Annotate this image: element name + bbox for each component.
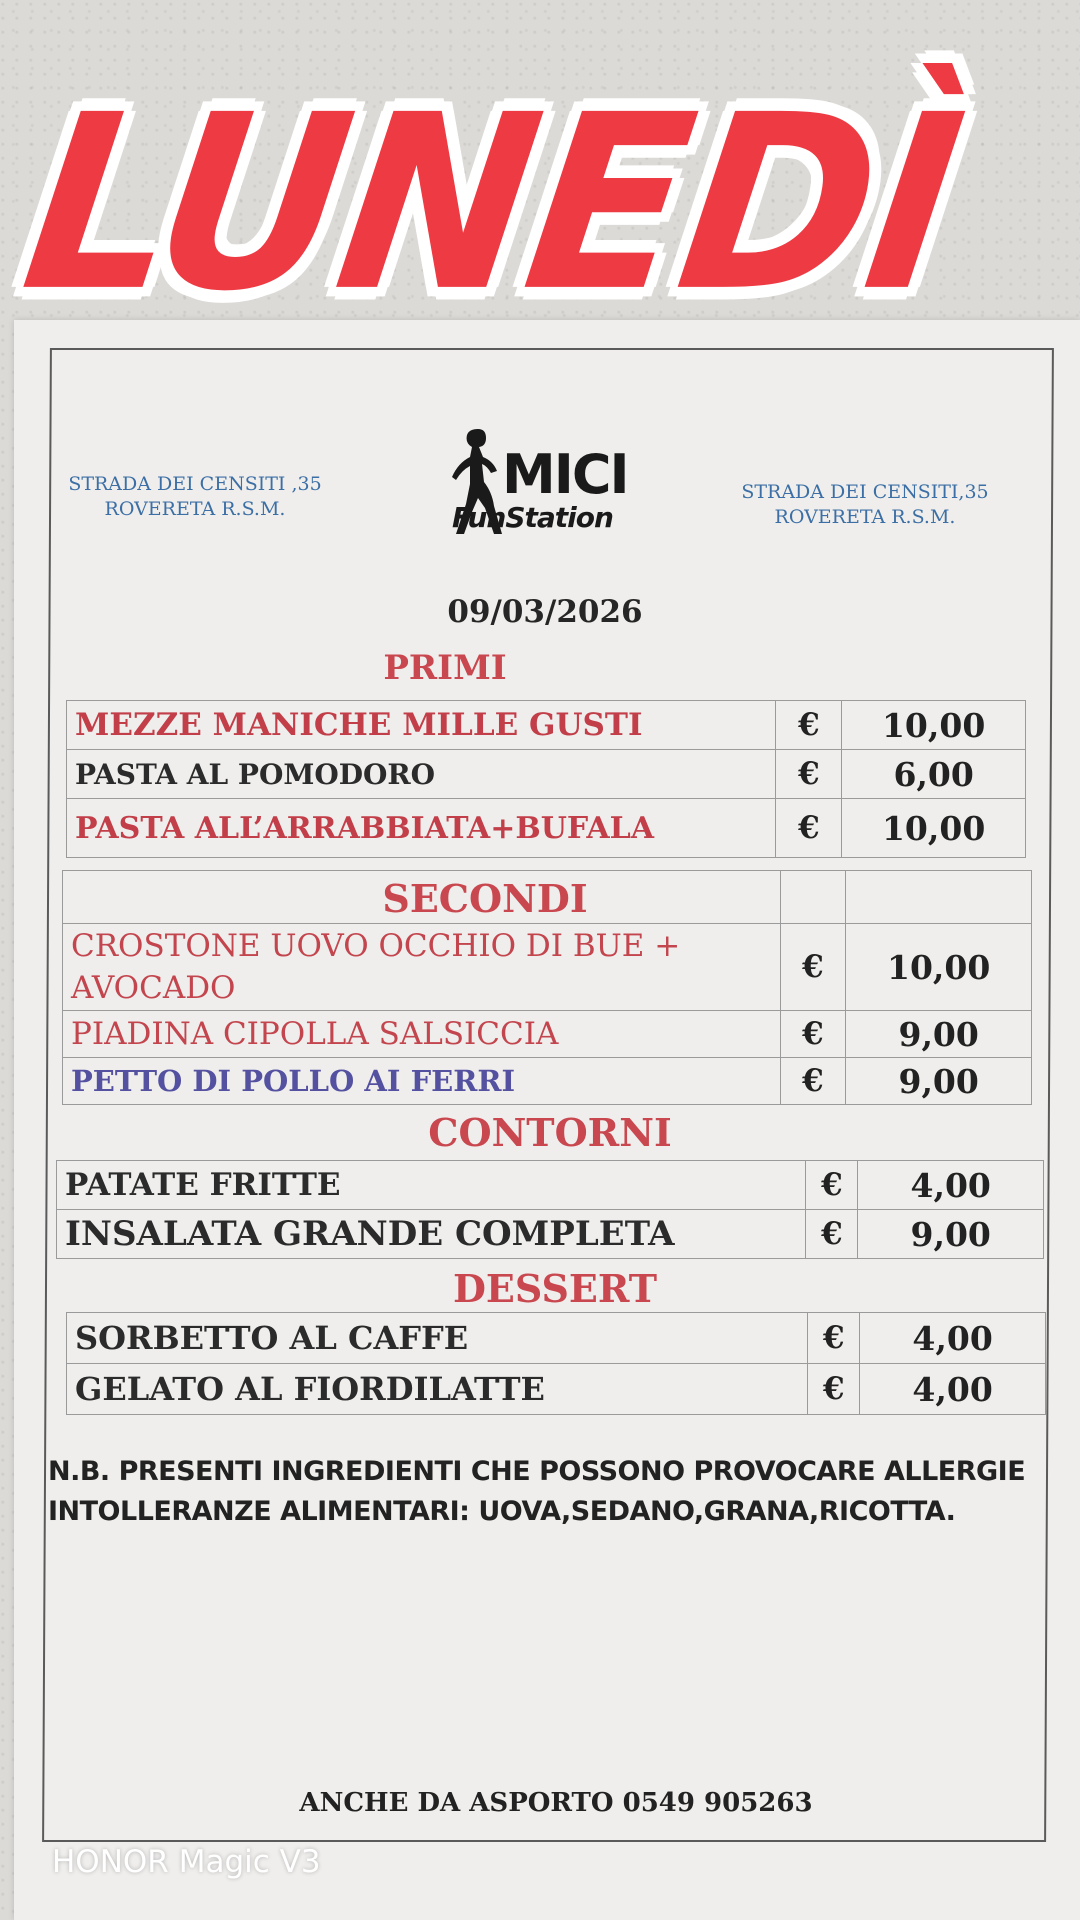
item-currency: € xyxy=(808,1364,860,1415)
empty-cell xyxy=(846,871,1032,924)
address-left-street: STRADA DEI CENSITI ,35 xyxy=(68,473,322,495)
table-row xyxy=(67,1313,1046,1364)
table-dessert xyxy=(66,1312,1046,1415)
table-row xyxy=(67,799,1026,858)
table-contorni xyxy=(56,1160,1044,1259)
address-right-street: STRADA DEI CENSITI,35 xyxy=(741,481,989,503)
item-price: 10,00 xyxy=(842,799,1026,858)
item-name: GELATO AL FIORDILATTE xyxy=(67,1364,808,1415)
item-name: PETTO DI POLLO AI FERRI xyxy=(63,1058,781,1105)
logo-name: MICI xyxy=(502,443,628,506)
item-price: 10,00 xyxy=(846,924,1032,1011)
section-title-secondi: SECONDI xyxy=(382,876,588,921)
table-row xyxy=(57,1161,1044,1210)
allergy-note xyxy=(48,1452,1048,1532)
address-right xyxy=(735,480,995,530)
item-price: 9,00 xyxy=(846,1011,1032,1058)
item-price: 4,00 xyxy=(860,1364,1046,1415)
item-name-line: AVOCADO xyxy=(71,970,236,1006)
item-name-line: CROSTONE UOVO OCCHIO DI BUE + xyxy=(71,928,681,964)
restaurant-logo xyxy=(448,425,648,537)
table-row xyxy=(63,871,1032,924)
item-currency: € xyxy=(776,750,842,799)
address-right-city: ROVERETA R.S.M. xyxy=(774,506,956,528)
item-currency: € xyxy=(806,1161,858,1210)
camera-watermark: HONOR Magic V3 xyxy=(52,1844,321,1880)
item-price: 4,00 xyxy=(858,1161,1044,1210)
item-name: SORBETTO AL CAFFE xyxy=(67,1313,808,1364)
table-primi xyxy=(66,700,1026,858)
item-name xyxy=(63,924,781,1011)
item-name: PATATE FRITTE xyxy=(57,1161,806,1210)
item-price: 10,00 xyxy=(842,701,1026,750)
menu-date: 09/03/2026 xyxy=(447,594,643,630)
section-title-contorni: CONTORNI xyxy=(428,1110,672,1155)
empty-cell xyxy=(780,871,846,924)
item-currency: € xyxy=(780,924,846,1011)
item-name: MEZZE MANICHE MILLE GUSTI xyxy=(67,701,776,750)
section-title-primi: PRIMI xyxy=(383,648,507,688)
item-currency: € xyxy=(776,701,842,750)
table-row xyxy=(63,924,1032,1011)
table-row xyxy=(63,1011,1032,1058)
address-left xyxy=(60,472,330,522)
item-price: 4,00 xyxy=(860,1313,1046,1364)
item-name: PIADINA CIPOLLA SALSICCIA xyxy=(63,1011,781,1058)
table-row xyxy=(67,750,1026,799)
item-price: 9,00 xyxy=(846,1058,1032,1105)
item-currency: € xyxy=(780,1058,846,1105)
item-name: INSALATA GRANDE COMPLETA xyxy=(57,1210,806,1259)
day-title-sticker xyxy=(0,64,1080,345)
item-currency: € xyxy=(776,799,842,858)
table-row xyxy=(67,1364,1046,1415)
item-price: 6,00 xyxy=(842,750,1026,799)
item-currency: € xyxy=(808,1313,860,1364)
allergy-note-line: N.B. PRESENTI INGREDIENTI CHE POSSONO PROVOCARE ALLERGIE xyxy=(48,1456,1026,1487)
takeaway-phone: ANCHE DA ASPORTO 0549 905263 xyxy=(299,1788,813,1818)
day-title: LUNEDÌ xyxy=(10,64,973,345)
item-name: PASTA ALL’ARRABBIATA+BUFALA xyxy=(67,799,776,858)
table-row xyxy=(63,1058,1032,1105)
table-row xyxy=(57,1210,1044,1259)
allergy-note-line: INTOLLERANZE ALIMENTARI: UOVA,SEDANO,GRANA,RICOTTA. xyxy=(48,1496,956,1527)
section-title-dessert: DESSERT xyxy=(452,1266,658,1311)
item-name: PASTA AL POMODORO xyxy=(67,750,776,799)
item-currency: € xyxy=(806,1210,858,1259)
logo-tagline: FunStation xyxy=(452,501,613,534)
table-secondi xyxy=(62,870,1032,1105)
item-currency: € xyxy=(780,1011,846,1058)
section-title-cell xyxy=(63,871,781,924)
table-row xyxy=(67,701,1026,750)
item-price: 9,00 xyxy=(858,1210,1044,1259)
address-left-city: ROVERETA R.S.M. xyxy=(104,498,286,520)
